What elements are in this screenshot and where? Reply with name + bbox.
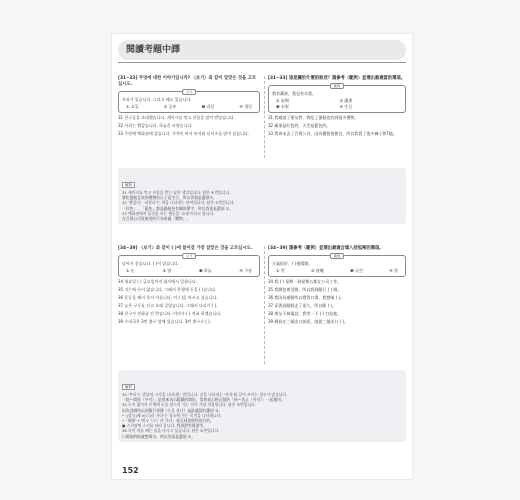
example-text: 날씨가 좋습니다. ( )이 맑습니다.: [122, 261, 180, 266]
option: ④ 생일: [239, 104, 252, 109]
option: ④ 구름: [239, 268, 252, 273]
question-instruction: [31~33] 這是關於什麼的敘述？請參考〈範例〉並選出最適當的選項。: [268, 76, 405, 81]
chinese-column: [268, 76, 406, 137]
question-item: 39 우리국은 3번 출구 앞에 있습니다. 3번 출구로 ( ).: [118, 319, 211, 324]
question-item: 33 주말에 백화점에 갔습니다. 가격이 싸서 바지와 티셔츠를 많이 샀습니다.: [118, 131, 250, 136]
explanation-line: 34 '부터'는 범위의 시작을 나타내는 말입니다. 끝을 나타내는 '까지'와 같이 쓰이는 경우가 많습니다.: [122, 392, 288, 397]
question-item: 31 친구들을 초대했습니다. 케이크를 먹고 선물을 많이 받았습니다.: [118, 115, 235, 120]
option: ❸ 과일: [201, 104, 215, 109]
example-box: [118, 255, 260, 277]
section-34-39: [118, 246, 406, 364]
question-item: 37 穿著高跟鞋走了很久，所以腿 ( )。: [268, 303, 337, 308]
question-item: 37 높은 구두를 신고 오래 걸었습니다. 그래서 다리가 ( ).: [118, 303, 218, 308]
option: ❸ 하늘: [199, 268, 212, 273]
example-tag: 보기: [182, 89, 196, 95]
option: ② 讀書: [339, 98, 353, 103]
korean-column: [118, 246, 260, 325]
example-box: [118, 91, 260, 113]
example-options: [272, 98, 402, 110]
explanation-line: 在百貨公司買東西的行為叫做「購物」。: [122, 216, 191, 222]
example-text: 我有蘋果，我也有水梨。: [272, 91, 316, 96]
question-item: 31 我邀請了朋友們，我吃了蛋糕也收到很多禮物。: [268, 115, 359, 120]
option: ① 星期: [276, 98, 289, 103]
question-item: 35 저는에 돈이 없습니다. 그래서 은행에 돈을 ( )습니다.: [118, 287, 217, 292]
question-instruction: [34~39] 〈보기〉와 같이 ( )에 들어갈 가장 알맞은 것을 고르십시오.: [118, 246, 253, 251]
question-item: 36 我因為運動所以覺得口渴，我想喝 ( )。: [268, 295, 345, 300]
example-tag: 보기: [182, 253, 196, 259]
explanation-line: 會吃蛋糕且收到禮物的日子是生日，所以答案是選項④。: [122, 195, 217, 201]
example-box: [268, 255, 406, 277]
question-item: 36 운동을 해서 목이 마릅니다. 이 ( )을 마시고 싶습니다.: [118, 295, 218, 300]
question-item: 32 蘋果是紅色的，天空是藍色的。: [268, 123, 331, 128]
question-instruction: [34~39] 請參考〈範例〉並選出最適合填入括弧裡的選項。: [268, 246, 384, 251]
option: ❸ 天空: [350, 268, 363, 273]
question-item: 35 我錢包裡沒錢，所以我到銀行 ( ) 錢。: [268, 287, 342, 292]
korean-column: [118, 76, 260, 137]
explanation-line: 31 케이크를 먹고 선물을 받는 날은 생일입니다. 답은 ④번입니다.: [122, 190, 231, 195]
title-rule: [118, 62, 406, 63]
example-text: 사과가 있습니다. 그리고 배도 있습니다.: [122, 97, 192, 102]
question-item: 34 형요일 ( ) 금요일까지 회사에서 일합니다.: [118, 279, 197, 284]
explanation-tag: 解析: [122, 182, 135, 188]
option: ① 요일: [126, 104, 139, 109]
option: ❸ 水果: [276, 104, 289, 109]
section-31-33: [118, 76, 406, 158]
example-tag: 範例: [330, 253, 344, 259]
explanation-line: 32 '빨갛다', '파랗다'는 색을 나타내는 단어입니다. 답은 ①번입니다.: [122, 200, 235, 206]
question-instruction: [31~33] 무엇에 대한 이야기입니까? 〈보기〉와 같이 알맞은 것을 고르십시오.: [118, 76, 257, 87]
question-item: 34 我 ( ) 星期一到星期五都在公司工作。: [268, 279, 342, 284]
example-text: 天氣很好，( )很晴朗。: [272, 261, 313, 266]
explanation-line: 「紅色」、「藍色」都是跟顏色有關的單字，所以答案是選項 ①。: [122, 205, 233, 211]
explanation-line: 35 돈이 없어서 은행에 돈을 찾으러 가는 것이 가장 적절합니다. 답은 ③번입니다.: [122, 402, 256, 408]
column-divider: [264, 246, 265, 364]
explanation-line: 口渴的時候就想喝水，所以答案是選項 ②。: [122, 433, 195, 439]
chinese-column: [268, 246, 406, 325]
option: ① 눈: [126, 268, 135, 273]
option: ① 雪: [276, 268, 285, 273]
explanation-tag: 解析: [122, 384, 135, 390]
option: ② 밤: [162, 268, 172, 273]
option: ④ 雲: [389, 268, 398, 273]
question-item: 33 我周末去了百貨公司，因為價格很便宜，所以我買了很多褲子和T恤。: [268, 131, 397, 136]
question-item: 32 사과는 빨갛습니다. 하늘은 파랗습니다.: [118, 123, 193, 128]
explanation-box: [118, 370, 406, 442]
example-tag: 範例: [330, 83, 344, 89]
column-divider: [264, 76, 265, 158]
explanation-line: • '(장소)에 V(으)러 가다'는 장소에 가는 목적을 나타냅니다.: [122, 412, 222, 418]
example-options: [122, 104, 256, 110]
explanation-box: [118, 168, 406, 224]
option: ② 夜晚: [311, 268, 324, 273]
explanation-line: 因為沒錢所以到銀行領錢（돈을 찾다）是最適當的選項 ③。: [122, 407, 223, 413]
page-number: 152: [122, 466, 139, 475]
question-item: 38 친구가 전화를 안 받습니다. 아마가 ( ) 전화 하겠습니다.: [118, 311, 222, 316]
example-options: [122, 268, 256, 274]
example-box: [268, 85, 406, 113]
explanation-line: 「從～開始（부터）」是用來表示範圍的開始，常和表示終止點的「到～為止（까지）」一起使用。: [122, 397, 285, 403]
page-title: 閱讀考題中譯: [118, 40, 406, 60]
explanation-line: ● 스키장에 스키를 타러 갑니다. 我到滑雪場滑雪。: [122, 423, 207, 429]
question-item: 39 郵局在三號出口前面，請從三號出口 ( )。: [268, 319, 349, 324]
option: ② 공부: [163, 104, 177, 109]
question-item: 38 朋友不接電話，我等一下 ( ) 打給他。: [268, 311, 342, 316]
example-options: [272, 268, 402, 274]
explanation-line: •「場所 + 에 V（으）러 가다」表示到某場所的目的。: [122, 418, 214, 424]
book-page: [112, 34, 412, 479]
explanation-line: 36 목이 마를 때는 물을 마시고 싶습니다. 답은 ②번입니다.: [122, 428, 220, 434]
explanation-line: 33 백화점에서 물건을 사는 행동을 '쇼핑'이라고 합니다.: [122, 210, 215, 216]
option: ④ 生日: [339, 104, 353, 109]
